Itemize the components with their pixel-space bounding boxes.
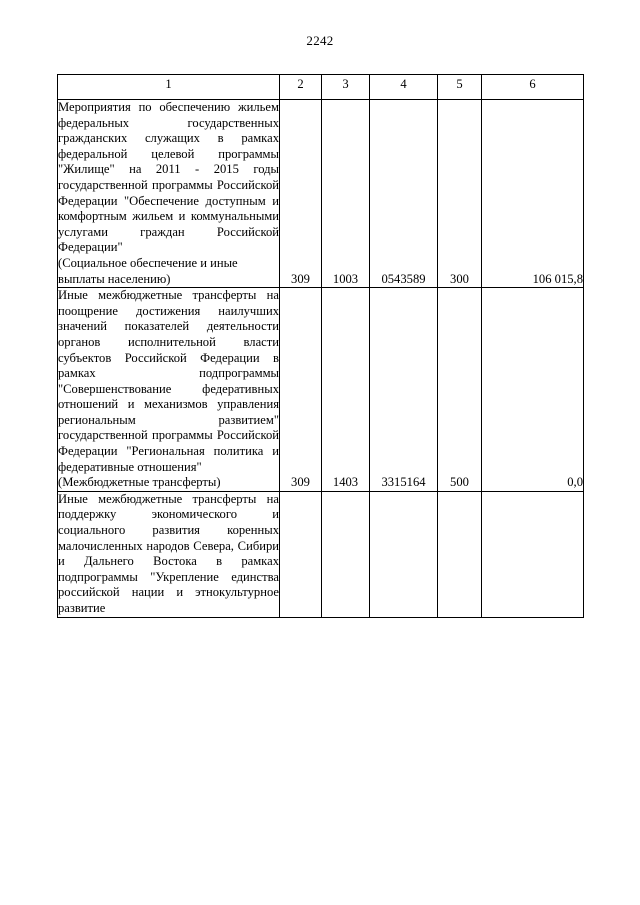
row-description-tail: (Межбюджетные трансферты)	[58, 475, 221, 490]
page-number: 2242	[306, 33, 334, 48]
row-description-tail: (Социальное обеспечение и иные выплаты населению)	[58, 255, 238, 286]
budget-table	[57, 74, 584, 618]
row-col6-value	[482, 491, 584, 617]
row-col4-value	[370, 491, 438, 617]
column-header-1: 1	[58, 75, 280, 100]
row-col3-value	[322, 491, 370, 617]
table-row	[58, 491, 584, 617]
row-col6-value: 0,0	[482, 288, 584, 492]
row-col5-value: 300	[438, 100, 482, 288]
column-header-5: 5	[438, 75, 482, 100]
row-description	[58, 288, 280, 492]
column-header-6: 6	[482, 75, 584, 100]
row-description-body: Мероприятия по обеспечению жильем федеральных государственных гражданских служащих в рамках федеральной целевой программы "Жилище" на 2011 - 2015 годы государственной программы Российской Федерации "Обеспечение доступным и комфортным жильем и коммунальными услугами граждан Российской Федерации"	[58, 100, 279, 255]
column-header-3: 3	[322, 75, 370, 100]
row-col2-value: 309	[280, 288, 322, 492]
column-header-2: 2	[280, 75, 322, 100]
row-col5-value	[438, 491, 482, 617]
row-col6-value: 106 015,8	[482, 100, 584, 288]
row-col2-value: 309	[280, 100, 322, 288]
row-col3-value: 1403	[322, 288, 370, 492]
row-description-body: Иные межбюджетные трансферты на поощрение достижения наилучших значений показателей деятельности органов исполнительной власти субъектов Российской Федерации в рамках подпрограммы "Совершенствование федеративных отношений и механизмов управления региональным развитием" государственной программы Российской Федерации "Региональная политика и федеративные отношения"	[58, 288, 279, 474]
row-description-body: Иные межбюджетные трансферты на поддержку экономического и социального развития коренных малочисленных народов Севера, Сибири и Дальнего Востока в рамках подпрограммы "Укрепление единства российской нации и этнокультурное развитие	[58, 491, 279, 615]
budget-table-container	[57, 74, 583, 618]
row-description	[58, 491, 280, 617]
row-col4-value: 3315164	[370, 288, 438, 492]
row-col4-value: 0543589	[370, 100, 438, 288]
row-description	[58, 100, 280, 288]
row-col3-value: 1003	[322, 100, 370, 288]
table-row	[58, 100, 584, 288]
row-col5-value: 500	[438, 288, 482, 492]
column-header-4: 4	[370, 75, 438, 100]
table-header-row	[58, 75, 584, 100]
table-row	[58, 288, 584, 492]
row-col2-value	[280, 491, 322, 617]
